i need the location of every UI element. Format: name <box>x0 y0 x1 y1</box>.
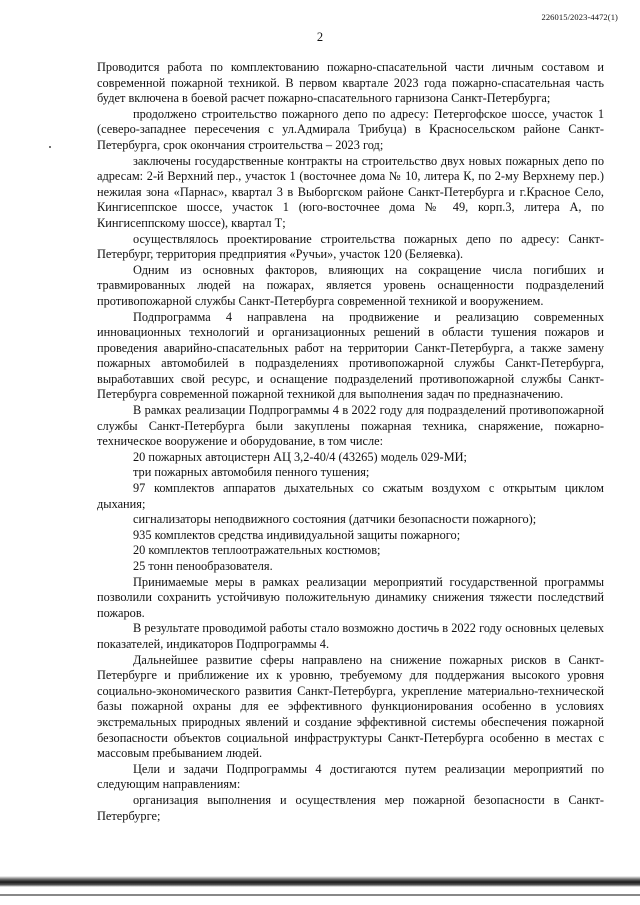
list-item: 20 пожарных автоцистерн АЦ 3,2-40/4 (43265) модель 029-МИ; <box>133 449 467 464</box>
list-item: 20 комплектов теплоотражательных костюмов; <box>133 543 381 558</box>
list-item: 935 комплектов средства индивидуальной защиты пожарного; <box>133 527 461 542</box>
paragraph: продолжено строительство пожарного депо по адресу: Петергофское шоссе, участок 1 (северо-западнее пересечения с ул.Адмирала Трибуца) в Красносельском районе Санкт-Петербурга, срок окончания строительства – 2023 год; <box>97 106 604 152</box>
list-item: 97 комплектов аппаратов дыхательных со сжатым воздухом с открытым циклом дыхания; <box>97 481 604 511</box>
paragraph: осуществлялось проектирование строительства пожарных депо по адресу: Санкт-Петербург, территория предприятия «Ручьи», участок 120 (Беляевка). <box>97 231 604 262</box>
paragraph: В результате проводимой работы стало возможно достичь в 2022 году основных целевых показателей, индикаторов Подпрограммы 4. <box>97 621 604 651</box>
scan-edge-shadow <box>0 876 640 887</box>
list-item: сигнализаторы неподвижного состояния (датчики безопасности пожарного); <box>133 512 537 527</box>
paragraph: Подпрограмма 4 направлена на продвижение и реализацию современных инновационных технологий и организационных решений в области тушения пожаров и проведения аварийно-спасательных работ на территории Санкт-Петербурга, а также замену пожарных автомобилей в подразделениях противопожарной службы Санкт-Петербурга, выработавших свой ресурс, и оснащение подразделений противопожарной службы Санкт-Петербурга современной пожарной техникой для выполнения задач по предназначению. <box>97 309 604 402</box>
paragraph: организация выполнения и осуществления мер пожарной безопасности в Санкт-Петербурге; <box>97 792 604 823</box>
paragraph: Цели и задачи Подпрограммы 4 достигаются путем реализации мероприятий по следующим направлениям: <box>97 761 604 792</box>
list-item: три пожарных автомобиля пенного тушения; <box>133 465 370 480</box>
paragraph: В рамках реализации Подпрограммы 4 в 2022 году для подразделений противопожарной службы Санкт-Петербурга были закуплены пожарная техника, снаряжение, пожарно-техническое вооружение и оборудование, в том числе: <box>97 403 604 449</box>
scan-speck <box>49 146 51 148</box>
page-number: 2 <box>316 30 324 44</box>
paragraph: Проводится работа по комплектованию пожарно-спасательной части личным составом и современной пожарной техникой. В первом квартале 2023 года пожарно-спасательная часть будет включена в боевой расчет пожарно-спасательного гарнизона Санкт-Петербурга; <box>97 60 604 106</box>
paragraph: заключены государственные контракты на строительство двух новых пожарных депо по адресам: 2-й Верхний пер., участок 1 (восточнее дома № 10, литера К, по 2-му Верхнему пер.) нежилая зона «Парнас», квартал 3 в Выборгском районе Санкт-Петербурга и г.Красное Село, Кингисеппское шоссе, участок 1 (юго-восточнее дома № 49, корп.3, литера А, по Кингисеппскому шоссе), квартал Т; <box>97 153 604 230</box>
paragraph: Дальнейшее развитие сферы направлено на снижение пожарных рисков в Санкт-Петербурге и приближение их к уровню, требуемому для поддержания высокого уровня социально-экономического развития Санкт-Петербурга, укрепление материально-технической базы пожарной охраны для ее эффективного функционирования особенно в условиях экстремальных природных явлений и создание эффективной системы обеспечения пожарной безопасности объектов социальной инфраструктуры Санкт-Петербурга особенно в местах с массовым пребыванием людей. <box>97 652 604 761</box>
document-registration-number: 226015/2023-4472(1) <box>541 12 618 22</box>
document-body <box>97 60 604 824</box>
list-item: 25 тонн пенообразователя. <box>133 559 273 573</box>
paragraph: Принимаемые меры в рамках реализации мероприятий государственной программы позволили сохранить устойчивую положительную динамику снижения тяжести последствий пожаров. <box>97 574 604 620</box>
paragraph: Одним из основных факторов, влияющих на сокращение числа погибших и травмированных людей на пожарах, является уровень оснащенности подразделений противопожарной службы Санкт-Петербурга современной техникой и вооружением. <box>97 262 604 308</box>
scan-edge-line <box>0 894 640 896</box>
